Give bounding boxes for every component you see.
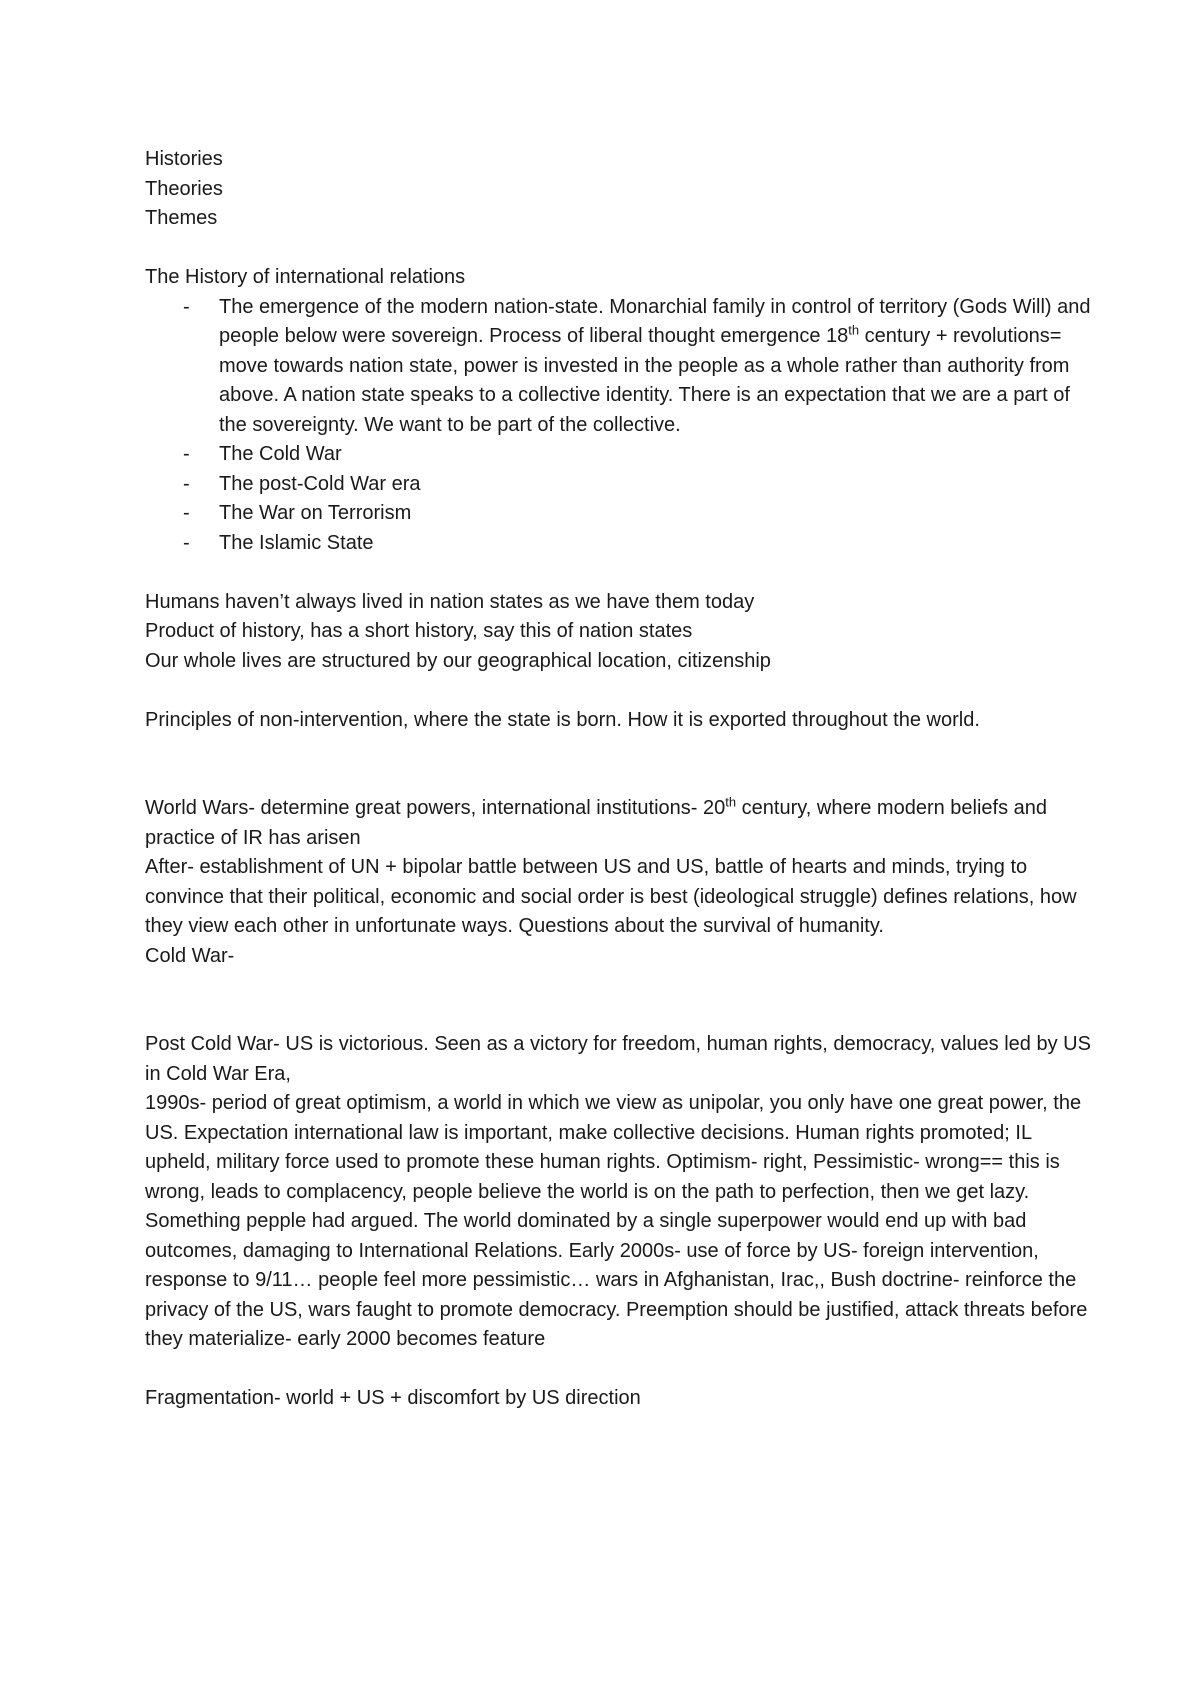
after-paragraph: After- establishment of UN + bipolar battle between US and US, battle of hearts and minds, trying to convince that their political, economic and social order is best (ideological struggle) defines relations, how they view each other in unfortunate ways. Questions about the survival of humanity. [145, 856, 1077, 937]
bullet-war-on-terrorism [145, 499, 1100, 529]
fragmentation-line: Fragmentation- world + US + discomfort by US direction [145, 1387, 641, 1409]
humans-line-2: Product of history, has a short history, say this of nation states [145, 620, 693, 642]
bullet-marker: - [183, 531, 190, 554]
post-cold-war-paragraph: Post Cold War- US is victorious. Seen as a victory for freedom, human rights, democracy, values led by US in Cold War Era, [145, 1033, 1091, 1085]
humans-line-1: Humans haven’t always lived in nation states as we have them today [145, 590, 755, 613]
bullet-text-cont: century + revolutions= move towards nation state, power is invested in the people as a whole rather than authority from above. A nation state speaks to a collective identity. There is an expectation that we are a part of the sovereignty. We want to be part of the collective. [219, 325, 1070, 436]
header-line-histories: Histories [145, 148, 223, 170]
bullet-text: The Islamic State [219, 531, 374, 554]
header-line-themes: Themes [145, 207, 218, 229]
spacer [145, 1355, 1100, 1385]
bullet-islamic-state [145, 529, 1100, 559]
superscript: th [848, 322, 860, 338]
world-wars-text-cont: century, where modern beliefs and practice of IR has arisen [145, 797, 1048, 849]
nineties-paragraph: 1990s- period of great optimism, a world in which we view as unipolar, you only have one great power, the US. Expectation international law is important, make collective decisions. Human rights promoted; IL upheld, military force used to promote these human rights. Optimism- right, Pessimistic- wrong== this is wrong, leads to complacency, people believe the world is on the path to perfection, then we get lazy. Something pepple had argued. The world dominated by a single superpower would end up with bad outcomes, damaging to International Relations. Early 2000s- use of force by US- foreign intervention, response to 9/11… people feel more pessimistic… wars in Afghanistan, Irac,, Bush doctrine- reinforce the privacy of the US, wars faught to promote democracy. Preemption should be justified, attack threats before they materialize- early 2000 becomes feature [145, 1092, 1088, 1350]
spacer [145, 971, 1100, 1030]
bullet-nation-state [145, 293, 1100, 441]
bullet-text: The emergence of the modern nation-state. Monarchial family in control of territory (Gods Will) and people below were sovereign. Process of liberal thought emergence 18 [219, 295, 1091, 347]
bullet-marker: - [183, 472, 190, 495]
history-bullet-list [145, 293, 1100, 559]
header-line-theories: Theories [145, 177, 223, 200]
bullet-cold-war [145, 440, 1100, 470]
world-wars-paragraph [145, 794, 1100, 853]
bullet-post-cold-war [145, 470, 1100, 500]
superscript: th [725, 794, 737, 810]
bullet-marker: - [183, 502, 190, 524]
cold-war-line: Cold War- [145, 944, 235, 967]
world-wars-text: World Wars- determine great powers, international institutions- 20 [145, 797, 726, 819]
spacer [145, 558, 1100, 588]
principles-paragraph: Principles of non-intervention, where the state is born. How it is exported throughout the world. [145, 708, 980, 731]
spacer [145, 234, 1100, 264]
spacer [145, 735, 1100, 794]
bullet-text: The post-Cold War era [219, 472, 421, 495]
history-heading: The History of international relations [145, 266, 466, 288]
bullet-marker: - [183, 295, 190, 318]
bullet-marker: - [183, 443, 190, 465]
bullet-text: The Cold War [219, 443, 342, 465]
humans-line-3: Our whole lives are structured by our geographical location, citizenship [145, 649, 771, 672]
bullet-text: The War on Terrorism [219, 502, 412, 524]
spacer [145, 676, 1100, 706]
